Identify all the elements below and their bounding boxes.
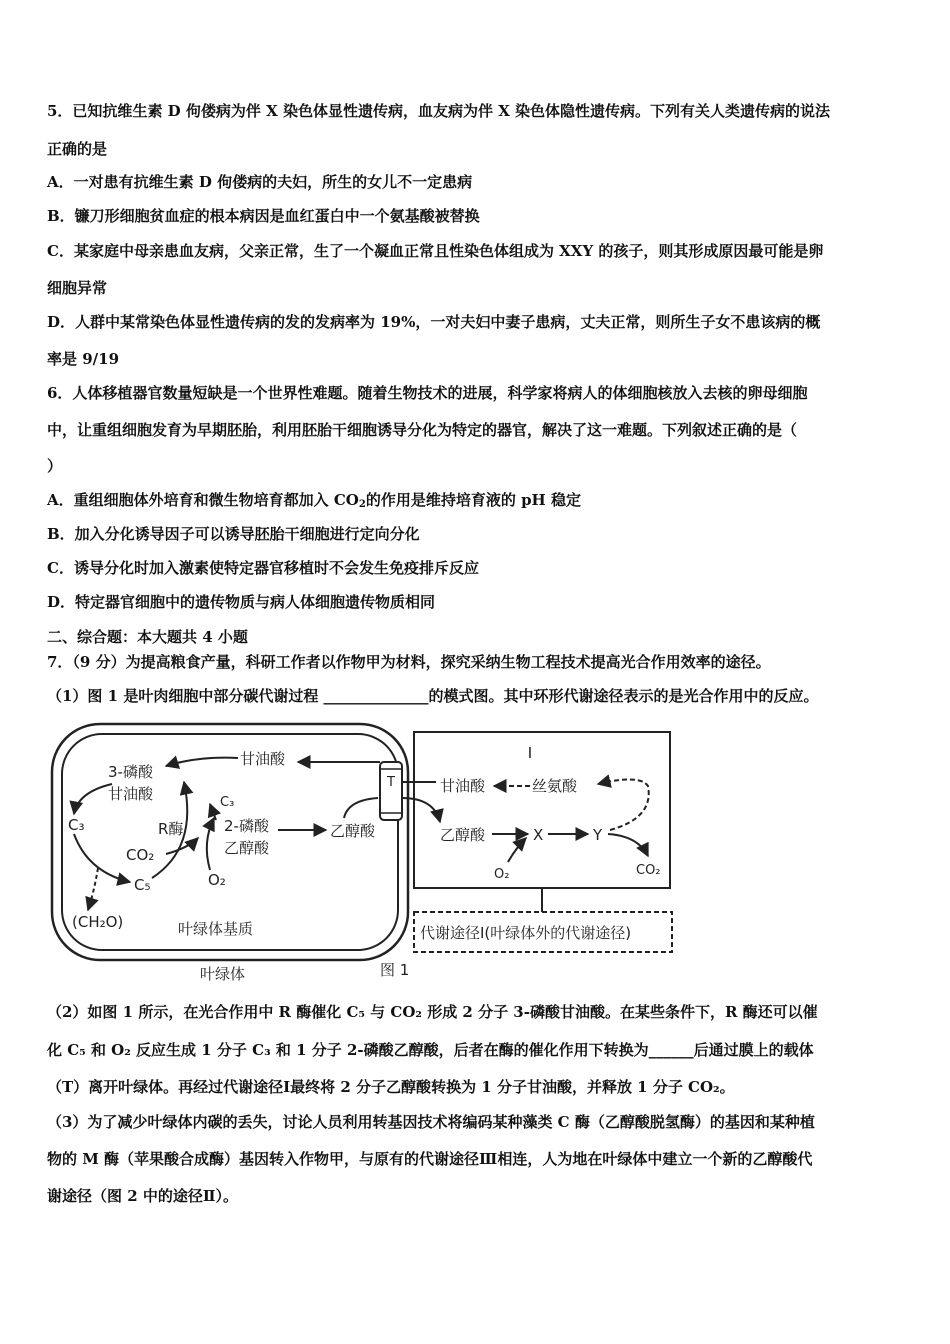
ch2o-label: (CH₂O)	[72, 913, 124, 931]
q5-option-b: B．镰刀形细胞贫血症的根本病因是血红蛋白中一个氨基酸被替换	[47, 207, 480, 225]
q6-option-a-pre: A．重组细胞体外培育和微生物培育都加入 CO	[47, 491, 359, 509]
q6-option-a	[47, 490, 581, 515]
q7-intro: 7．（9 分）为提高粮食产量，科研工作者以作物甲为材料，探究采纳生物工程技术提高光合作用效率的途径。	[47, 653, 771, 671]
y-label: Y	[593, 826, 603, 844]
glycerate-out-label: 甘油酸	[440, 777, 486, 795]
c3-top-label: C₃	[220, 795, 235, 810]
pg-label-1: 2-磷酸	[224, 817, 269, 835]
q7-part3-line3: 谢途径（图 2 中的途径Ⅱ）。	[47, 1187, 239, 1205]
q7-part2-line3: （T）离开叶绿体。再经过代谢途径Ⅰ最终将 2 分子乙醇酸转换为 1 分子甘油酸，并释放 1 分子 CO₂。	[47, 1078, 735, 1096]
x-label: X	[533, 826, 544, 844]
q5-option-d-line1: D．人群中某常染色体显性遗传病的发的发病率为 19%，一对夫妇中妻子患病，丈夫正常，则所生子女不患该病的概	[47, 313, 821, 331]
q7-part2-line2: 化 C₅ 和 O₂ 反应生成 1 分子 C₃ 和 1 分子 2-磷酸乙醇酸，后者在酶的催化作用下转换为______后通过膜上的载体	[47, 1041, 814, 1059]
q7-part2-line1: （2）如图 1 所示，在光合作用中 R 酶催化 C₅ 与 CO₂ 形成 2 分子 3-磷酸甘油酸。在某些条件下，R 酶还可以催	[47, 1003, 818, 1021]
glycolate-mid-label: 乙醇酸	[330, 822, 376, 840]
pathway-box	[414, 732, 670, 888]
pathway-label: 代谢途径Ⅰ(叶绿体外的代谢途径)	[420, 924, 632, 942]
q6-stem-line3: ）	[47, 457, 63, 475]
stroma-label: 叶绿体基质	[178, 920, 254, 938]
serine-label: 丝氨酸	[532, 777, 578, 795]
figure-1-diagram	[48, 722, 698, 987]
chloroplast-label: 叶绿体	[200, 965, 246, 983]
o2-out-label: O₂	[494, 867, 510, 882]
glycerate-in-label: 甘油酸	[240, 750, 286, 768]
q6-option-d: D．特定器官细胞中的遗传物质与病人体细胞遗传物质相同	[47, 593, 436, 611]
co2-in-label: CO₂	[126, 846, 155, 864]
transporter-box	[380, 762, 402, 820]
q6-stem-line1: 6．人体移植器官数量短缺是一个世界性难题。随着生物技术的进展，科学家将病人的体细胞核放入去核的卵母细胞	[47, 384, 808, 402]
co2-out-label: CO₂	[636, 863, 661, 878]
q5-option-d-line2: 率是 9/19	[47, 350, 120, 368]
q7-part3-line1: （3）为了减少叶绿体内碳的丢失，讨论人员利用转基因技术将编码某种藻类 C 酶（乙醇酸脱氢酶）的基因和某种植	[47, 1113, 815, 1131]
q5-stem-line2: 正确的是	[47, 140, 108, 158]
transporter-label: T	[387, 775, 395, 790]
figure-caption: 图 1	[380, 961, 410, 979]
q5-option-a: A．一对患有抗维生素 D 佝偻病的夫妇，所生的女儿不一定患病	[47, 173, 473, 191]
q6-option-a-sub: 2	[358, 499, 366, 510]
q5-option-c-line2: 细胞异常	[47, 279, 108, 297]
q7-part1: （1）图 1 是叶肉细胞中部分碳代谢过程 ______________的模式图。其中环形代谢途径表示的是光合作用中的反应。	[47, 687, 819, 705]
q6-option-c: C．诱导分化时加入激素使特定器官移植时不会发生免疫排斥反应	[47, 559, 479, 577]
q6-option-b: B．加入分化诱导因子可以诱导胚胎干细胞进行定向分化	[47, 525, 420, 543]
q6-option-a-post: 的作用是维持培育液的 pH 稳定	[365, 491, 581, 509]
pathway-number: I	[527, 744, 533, 762]
q7-part3-line2: 物的 M 酶（苹果酸合成酶）基因转入作物甲，与原有的代谢途径Ⅲ相连，人为地在叶绿体中建立一个新的乙醇酸代	[47, 1150, 813, 1168]
c3-left-label: C₃	[68, 816, 85, 834]
c5-label: C₅	[134, 876, 151, 894]
pga-label-1: 3-磷酸	[108, 763, 153, 781]
q6-stem-line2: 中，让重组细胞发育为早期胚胎，利用胚胎干细胞诱导分化为特定的器官，解决了这一难题。下列叙述正确的是（	[47, 421, 798, 439]
section-heading: 二、综合题：本大题共 4 小题	[47, 628, 248, 646]
q5-option-c-line1: C．某家庭中母亲患血友病，父亲正常，生了一个凝血正常且性染色体组成为 XXY 的孩子，则其形成原因最可能是卵	[47, 242, 824, 260]
r-enzyme-label: R酶	[158, 820, 184, 838]
pg-label-2: 乙醇酸	[224, 839, 270, 857]
q5-stem-line1: 5．已知抗维生素 D 佝偻病为伴 X 染色体显性遗传病，血友病为伴 X 染色体隐性遗传病。下列有关人类遗传病的说法	[47, 102, 831, 120]
o2-in-label: O₂	[208, 871, 226, 889]
pga-label-2: 甘油酸	[108, 785, 154, 803]
glycolate-out-label: 乙醇酸	[440, 826, 486, 844]
